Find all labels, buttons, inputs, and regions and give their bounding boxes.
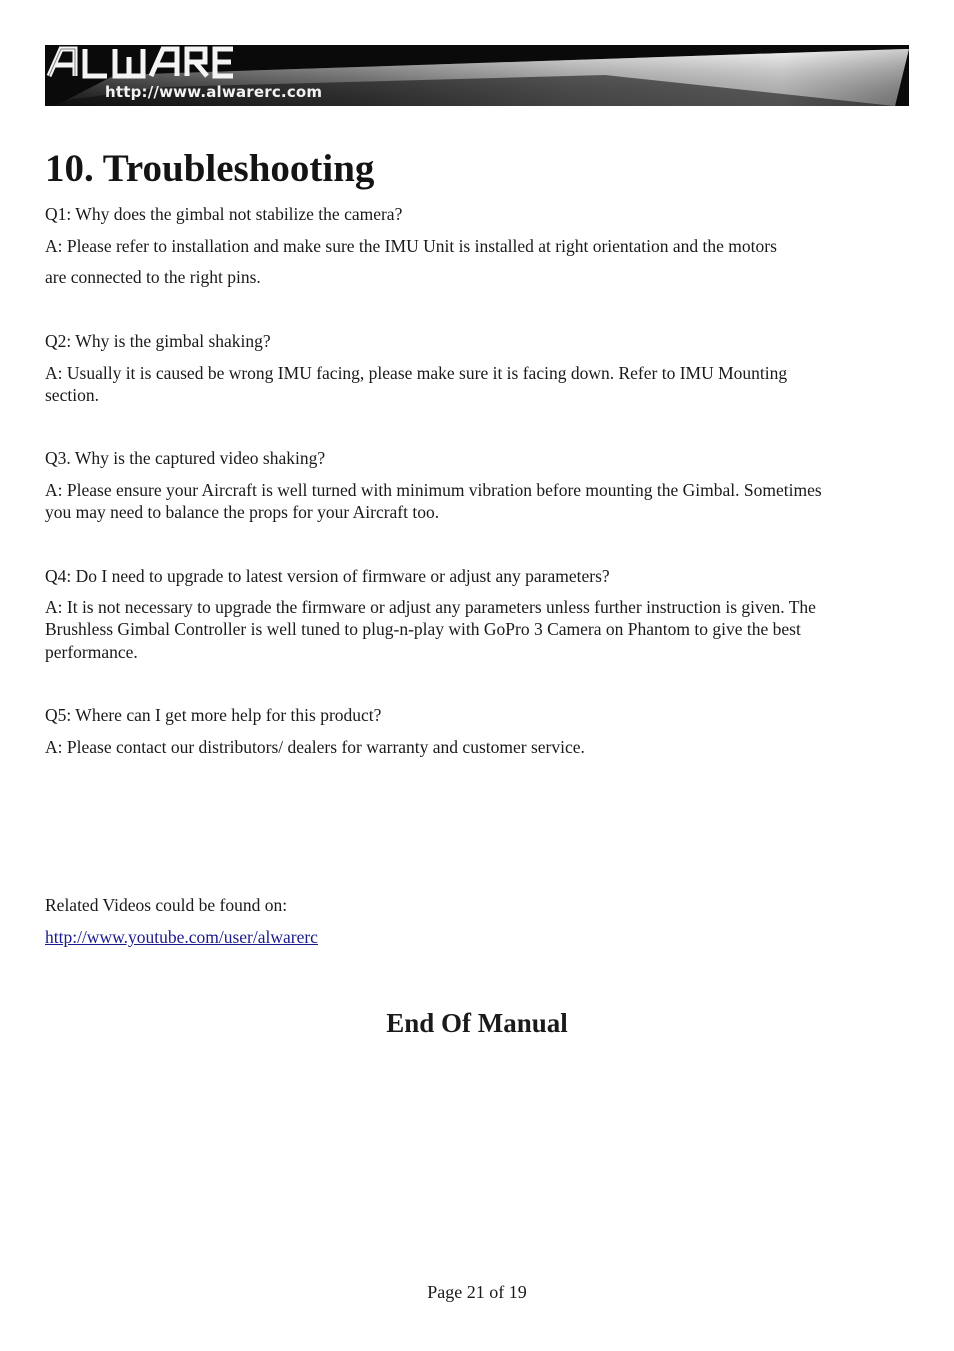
question-2: Q2: Why is the gimbal shaking? xyxy=(45,331,271,351)
answer-4-line-2: Brushless Gimbal Controller is well tuned to plug-n-play with GoPro 3 Camera on Phantom to give the best xyxy=(45,619,801,639)
answer-2-line-2: section. xyxy=(45,385,99,405)
answer-1-line-2: are connected to the right pins. xyxy=(45,267,261,287)
page-title: 10. Troubleshooting xyxy=(45,147,375,190)
answer-1-line-1: A: Please refer to installation and make sure the IMU Unit is installed at right orientation and the motors xyxy=(45,236,777,256)
page-number: Page 21 of 19 xyxy=(427,1282,527,1302)
related-videos-label: Related Videos could be found on: xyxy=(45,895,288,915)
related-videos-paragraph xyxy=(45,926,905,949)
youtube-link[interactable]: http://www.youtube.com/user/alwarerc xyxy=(45,927,318,947)
answer-5-line-1: A: Please contact our distributors/ dealers for warranty and customer service. xyxy=(45,737,585,757)
header-banner xyxy=(45,45,909,106)
question-3: Q3. Why is the captured video shaking? xyxy=(45,448,326,468)
answer-2-line-1: A: Usually it is caused be wrong IMU facing, please make sure it is facing down. Refer to IMU Mounting xyxy=(45,363,788,383)
answer-3-line-1: A: Please ensure your Aircraft is well turned with minimum vibration before mounting the Gimbal. Sometimes xyxy=(45,480,822,500)
answer-3-line-2: you may need to balance the props for your Aircraft too. xyxy=(45,502,440,522)
header-url[interactable]: http://www.alwarerc.com xyxy=(105,83,323,101)
answer-4-line-1: A: It is not necessary to upgrade the firmware or adjust any parameters unless further instruction is given. The xyxy=(45,597,816,617)
question-1: Q1: Why does the gimbal not stabilize the camera? xyxy=(45,204,403,224)
answer-4-line-3: performance. xyxy=(45,642,138,662)
question-5: Q5: Where can I get more help for this product? xyxy=(45,705,382,725)
alware-logo xyxy=(45,45,237,79)
question-4: Q4: Do I need to upgrade to latest version of firmware or adjust any parameters? xyxy=(45,566,610,586)
end-of-manual-heading: End Of Manual xyxy=(386,1008,568,1038)
